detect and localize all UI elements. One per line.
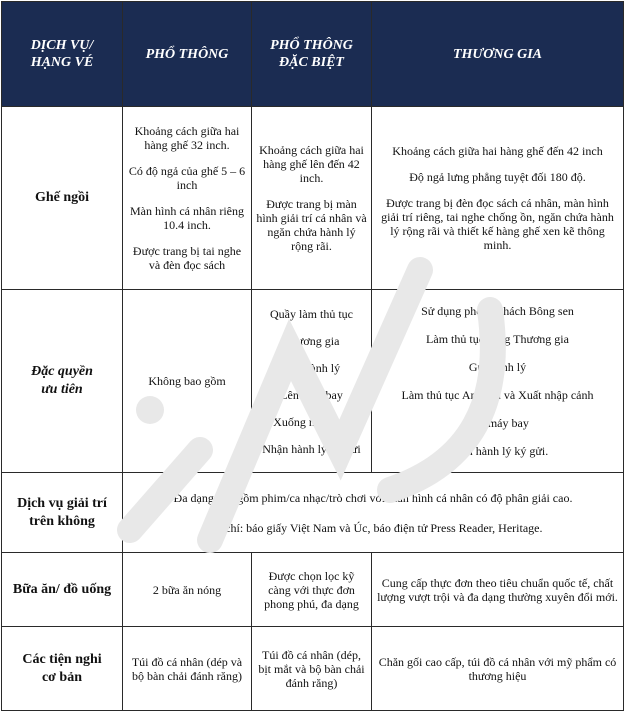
priority-economy-cell: Không bao gồm (123, 290, 252, 473)
priority-premium-item: Nhận hành lý ký gửi (262, 441, 361, 456)
priority-business-cell (372, 290, 624, 473)
meals-economy-cell: 2 bữa ăn nóng (123, 553, 252, 627)
seat-premium-item: Khoảng cách giữa hai hàng ghế lên đến 42 inch. (259, 143, 364, 185)
header-service-class-line2: HẠNG VÉ (30, 55, 94, 70)
amenities-premium-cell: Túi đồ cá nhân (dép, bịt mắt và bộ bàn chải đánh răng) (252, 627, 372, 711)
seat-premium-cell (252, 107, 372, 290)
amenities-business-cell: Chăn gối cao cấp, túi đồ cá nhân với mỹ phẩm có thương hiệu (372, 627, 624, 711)
row-label-entertainment (2, 473, 123, 553)
priority-premium-item: Quầy làm thủ tục (270, 306, 353, 321)
seat-business-item: Được trang bị đèn đọc sách cá nhân, màn hình giải trí riêng, tai nghe chống ồn, ngăn chứa hành lý rộng rãi và thiết kế hàng ghế xen kẽ thông minh. (381, 196, 614, 252)
priority-business-item: Nhận hành lý ký gửi. (446, 444, 549, 458)
row-label-amenities-line1: Các tiện nghi (22, 651, 102, 667)
priority-premium-item: Lên máy bay (280, 387, 343, 402)
meals-business-cell: Cung cấp thực đơn theo tiêu chuẩn quốc tế, chất lượng vượt trội và đa dạng thường xuyên đổi mới. (372, 553, 624, 627)
header-service-class-line1: DỊCH VỤ/ (30, 38, 94, 53)
priority-premium-item: Thương gia (283, 333, 340, 348)
header-service-class (2, 2, 123, 107)
seat-economy-item: Được trang bị tai nghe và đèn đọc sách (132, 244, 242, 272)
seat-economy-item: Có độ ngả của ghế 5 – 6 inch (128, 164, 246, 192)
row-label-entertainment-line1: Dịch vụ giải trí (17, 495, 107, 511)
row-label-priority-line2: ưu tiên (41, 382, 83, 397)
table-row-amenities (2, 627, 624, 711)
row-label-meals: Bữa ăn/ đồ uống (2, 553, 123, 627)
priority-business-item: Lên máy bay (466, 416, 529, 430)
row-label-amenities (2, 627, 123, 711)
header-premium-line1: PHỔ THÔNG (270, 38, 353, 53)
seat-business-item: Độ ngả lưng phẳng tuyệt đối 180 độ. (409, 170, 586, 184)
seat-economy-cell (123, 107, 252, 290)
meals-premium-cell: Được chọn lọc kỹ càng với thực đơn phong phú, đa dạng (252, 553, 372, 627)
row-label-amenities-line2: cơ bản (41, 669, 83, 685)
priority-business-item: Sử dụng phòng khách Bông sen (421, 304, 574, 318)
priority-premium-item: Xuống máy bay (273, 414, 350, 429)
row-label-entertainment-line2: trên không (29, 513, 95, 529)
priority-premium-cell (252, 290, 372, 473)
seat-economy-item: Màn hình cá nhân riêng 10.4 inch. (130, 204, 244, 232)
entertainment-line: Tạp chí: báo giấy Việt Nam và Úc, báo điện tử Press Reader, Heritage. (203, 520, 543, 535)
header-premium-line2: ĐẶC BIỆT (279, 55, 344, 70)
row-label-seat: Ghế ngồi (2, 107, 123, 290)
table-row-priority (2, 290, 624, 473)
table-row-meals (2, 553, 624, 627)
seat-economy-item: Khoảng cách giữa hai hàng ghế 32 inch. (134, 124, 240, 152)
amenities-economy-cell: Túi đồ cá nhân (dép và bộ bàn chải đánh răng) (123, 627, 252, 711)
entertainment-cell (123, 473, 624, 553)
header-premium-economy (252, 2, 372, 107)
priority-premium-item: Gửi hành lý (282, 360, 341, 375)
row-label-priority (2, 290, 123, 473)
header-economy: PHỔ THÔNG (123, 2, 252, 107)
table-row-entertainment (2, 473, 624, 553)
priority-business-item: Gửi hành lý (468, 360, 527, 374)
entertainment-line: Đa dạng bao gồm phim/ca nhạc/trò chơi với màn hình cá nhân có độ phân giải cao. (173, 490, 573, 505)
seat-business-cell (372, 107, 624, 290)
priority-business-item: Làm thủ tục hạng Thương gia (426, 332, 569, 346)
row-label-priority-line1: Đặc quyền (31, 364, 93, 379)
table-row-seat (2, 107, 624, 290)
header-row (2, 2, 624, 107)
header-business: THƯƠNG GIA (372, 2, 624, 107)
seat-business-item: Khoảng cách giữa hai hàng ghế đến 42 inch (392, 144, 603, 158)
priority-business-item: Làm thủ tục An ninh và Xuất nhập cảnh (401, 388, 594, 402)
service-comparison-table (1, 1, 624, 711)
seat-premium-item: Được trang bị màn hình giải trí cá nhân và ngăn chứa hành lý rộng rãi. (256, 197, 367, 253)
